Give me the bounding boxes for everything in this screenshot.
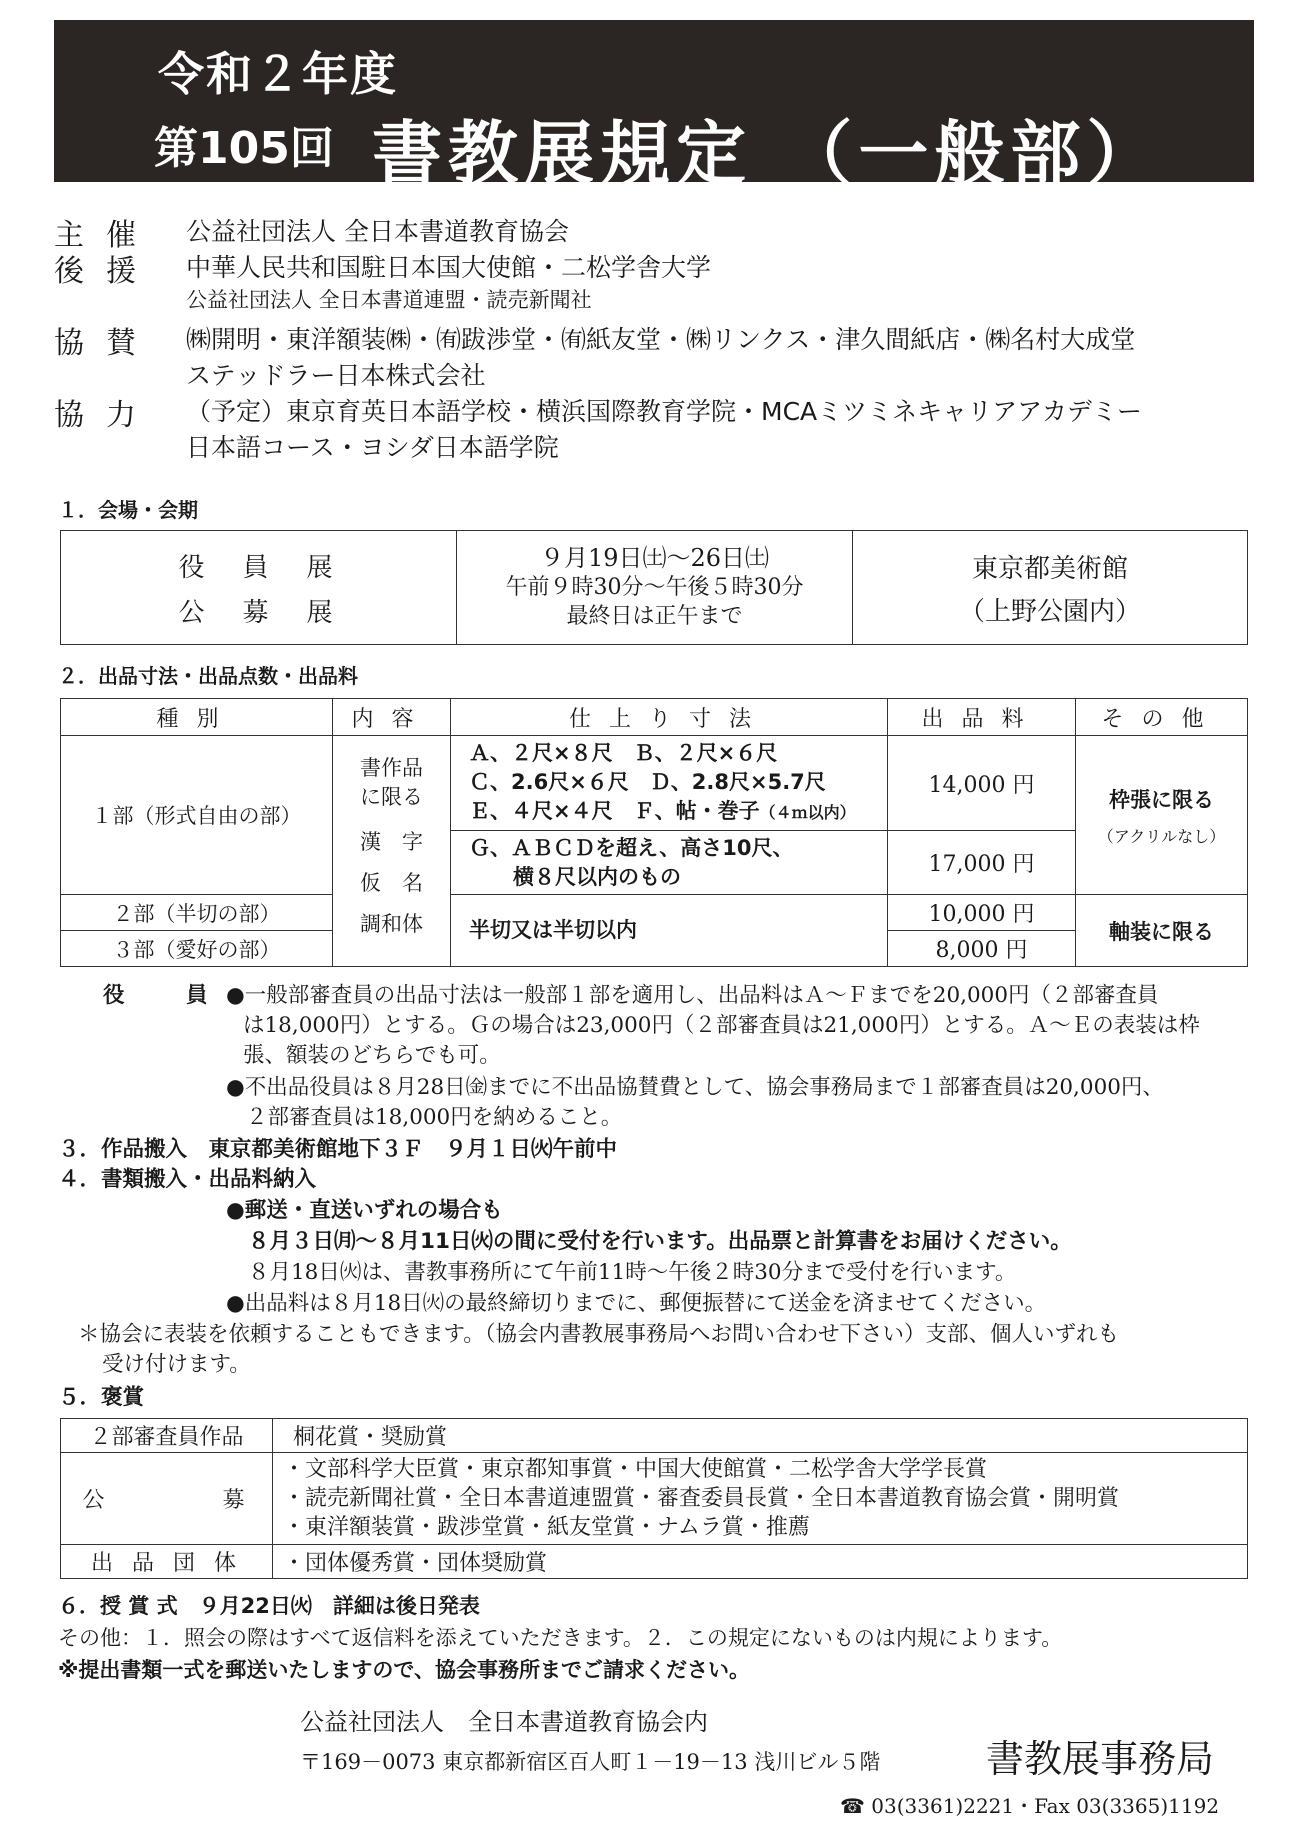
header-other: その他 — [1076, 699, 1248, 736]
section-4-title: ４．書類搬入・出品料納入 — [58, 1167, 317, 1192]
cooperation-value: （予定）東京育英日本語学校・横浜国際教育学院・MCAミツミネキャリアアカデミー — [186, 397, 1142, 426]
support-row-2 — [54, 284, 1264, 320]
footer-office: 書教展事務局 — [986, 1737, 1215, 1781]
sponsor-label: 協賛 — [54, 326, 158, 361]
fee-3: 10,000 円 — [888, 895, 1076, 931]
size-cd: Ｃ、2.6尺×６尺 Ｄ、2.8尺×5.7尺 — [469, 770, 826, 794]
size-g — [451, 831, 888, 895]
credits-block — [54, 212, 1264, 464]
support-label: 後援 — [54, 254, 158, 289]
size-abcdef — [451, 736, 888, 831]
sponsor-value-2: ステッドラー日本株式会社 — [186, 361, 486, 390]
exhibition-officers: 役 員 展 — [178, 552, 339, 583]
page-title: 書教展規定 （一般部） — [372, 113, 1163, 195]
exhibition-dates — [457, 531, 853, 645]
delivery-note-a: ●郵送・直送いずれの場合も — [226, 1198, 503, 1223]
award-label-judges: ２部審査員作品 — [61, 1419, 273, 1453]
content-kanji: 漢 字 — [360, 830, 423, 854]
cooperation-value-2: 日本語コース・ヨシダ日本語学院 — [186, 433, 559, 462]
delivery-note-c: ８月18日㈫は、書教事務所にて午前11時～午後２時30分まで受付を行います。 — [248, 1260, 1017, 1285]
size-g-2: 横８尺以内のもの — [513, 864, 681, 889]
fee-2: 17,000 円 — [888, 831, 1076, 895]
cooperation-row — [54, 392, 1264, 433]
documents-notice: ※提出書類一式を郵送いたしますので、協会事務所までご請求ください。 — [58, 1658, 750, 1682]
size-ef-note: （４ｍ以内） — [759, 803, 856, 822]
last-day: 最終日は正午まで — [566, 604, 743, 629]
sponsor-value: ㈱開明・東洋額装㈱・㈲跋渉堂・㈲紙友堂・㈱リンクス・津久間紙店・㈱名村大成堂 — [186, 325, 1136, 354]
year-title: 令和２年度 — [158, 47, 398, 101]
award-public-3: ・東洋額装賞・跋渉堂賞・紙友堂賞・ナムラ賞・推薦 — [283, 1515, 810, 1540]
content-kana: 仮 名 — [360, 871, 423, 895]
award-value-groups: ・団体優秀賞・団体奨励賞 — [273, 1545, 1248, 1579]
awards-table — [60, 1418, 1248, 1579]
other-scroll: 軸装に限る — [1076, 895, 1248, 967]
officer-note-1b: は18,000円）とする。Ｇの場合は23,000円（２部審査員は21,000円）とする。Ａ～Ｅの表装は枠 — [243, 1013, 1200, 1038]
award-value-public — [273, 1453, 1248, 1545]
other-rules: その他：１．照会の際はすべて返信料を添えていただきます。２．この規定にないものは内規によります。 — [58, 1626, 1063, 1650]
content-chowa: 調和体 — [360, 912, 423, 936]
section-2-title: ２．出品寸法・出品点数・出品料 — [58, 664, 358, 688]
title-banner — [54, 20, 1254, 195]
content-works: 書作品 — [360, 756, 423, 780]
part-3: ３部（愛好の部） — [61, 931, 333, 967]
venue — [853, 531, 1248, 645]
officer-note-1c: 張、額装のどちらでも可。 — [243, 1043, 501, 1068]
officer-label: 役 員 — [103, 983, 228, 1008]
section-3: ３．作品搬入 東京都美術館地下３Ｆ ９月１日㈫午前中 — [58, 1137, 618, 1162]
award-label-public: 公 募 — [61, 1453, 273, 1545]
cooperation-row-2 — [54, 428, 1264, 464]
part-2: ２部（半切の部） — [61, 895, 333, 931]
content-only: に限る — [360, 785, 423, 809]
other-frame-note: （アクリルなし） — [1097, 826, 1226, 846]
mounting-note-b: 受け付けます。 — [102, 1352, 251, 1377]
exhibition-types — [61, 531, 457, 645]
support-value-2: 公益社団法人 全日本書道連盟・読売新聞社 — [186, 288, 592, 312]
officer-note-1a: ●一般部審査員の出品寸法は一般部１部を適用し、出品料はＡ～Ｆまでを20,000円（２部審査員 — [226, 983, 1159, 1008]
footer-org: 公益社団法人 全日本書道教育協会内 — [300, 1708, 708, 1736]
hours: 午前９時30分～午後５時30分 — [505, 575, 804, 600]
entry-table — [60, 698, 1248, 967]
support-value: 中華人民共和国駐日本国大使館・二松学舎大学 — [186, 253, 712, 282]
header-fee: 出品料 — [888, 699, 1076, 736]
other-frame — [1076, 736, 1248, 895]
officer-note-2a: ●不出品役員は８月28日㈮までに不出品協賛費として、協会事務局まで１部審査員は20,000円、 — [226, 1075, 1164, 1100]
part-1: １部（形式自由の部） — [61, 736, 333, 895]
section-1-title: １．会場・会期 — [58, 498, 198, 522]
size-ef — [469, 797, 887, 827]
header-content: 内容 — [333, 699, 451, 736]
sponsor-row — [54, 320, 1264, 361]
venue-name: 東京都美術館 — [971, 553, 1128, 584]
delivery-note-b: ８月３日㈪～８月11日㈫の間に受付を行います。出品票と計算書をお届けください。 — [248, 1229, 1072, 1254]
size-g-1: Ｇ、ＡＢＣＤを超え、高さ10尺、 — [469, 835, 794, 860]
award-public-2: ・読売新聞社賞・全日本書道連盟賞・審査委員長賞・全日本書道教育協会賞・開明賞 — [283, 1486, 1120, 1511]
edition-title: 第105回 — [154, 123, 334, 174]
award-public-1: ・文部科学大臣賞・東京都知事賞・中国大使館賞・二松学舎大学学長賞 — [283, 1457, 988, 1482]
support-row — [54, 248, 1264, 289]
date-range: ９月19日㈯～26日㈯ — [539, 544, 770, 572]
footer-phone: ☎ 03(3361)2221・Fax 03(3365)1192 — [840, 1794, 1220, 1818]
organizer-row — [54, 212, 1264, 253]
section-6: ６．授 賞 式 ９月22日㈫ 詳細は後日発表 — [58, 1594, 480, 1618]
content-cell — [333, 736, 451, 967]
fee-4: 8,000 円 — [888, 931, 1076, 967]
size-ab: Ａ、２尺×８尺 Ｂ、２尺×６尺 — [469, 741, 778, 765]
sponsor-row-2 — [54, 356, 1264, 392]
fee-1: 14,000 円 — [888, 736, 1076, 831]
footer-address: 〒169－0073 東京都新宿区百人町１－19－13 浅川ビル５階 — [300, 1750, 881, 1774]
award-label-groups: 出 品 団 体 — [61, 1545, 273, 1579]
size-ef-text: Ｅ、４尺×４尺 Ｆ、帖・巻子 — [469, 799, 760, 823]
header-size: 仕上り寸法 — [451, 699, 888, 736]
exhibition-public: 公 募 展 — [178, 597, 339, 628]
venue-table — [60, 530, 1248, 645]
size-hansetsu: 半切又は半切以内 — [451, 895, 888, 967]
fee-payment-note: ●出品料は８月18日㈫の最終締切りまでに、郵便振替にて送金を済ませてください。 — [226, 1291, 1047, 1316]
officer-note-2b: ２部審査員は18,000円を納めること。 — [246, 1105, 623, 1130]
mounting-note-a: ＊協会に表装を依頼することもできます。（協会内書教展事務局へお問い合わせ下さい）支部、個人いずれも — [78, 1322, 1120, 1347]
organizer-label: 主催 — [54, 218, 158, 253]
section-5-title: ５．褒賞 — [58, 1385, 145, 1410]
venue-location: （上野公園内） — [958, 596, 1141, 627]
header-category: 種別 — [61, 699, 333, 736]
award-value-judges: 桐花賞・奨励賞 — [273, 1419, 1248, 1453]
cooperation-label: 協力 — [54, 398, 158, 433]
other-frame-text: 枠張に限る — [1109, 787, 1214, 812]
organizer-value: 公益社団法人 全日本書道教育協会 — [186, 217, 569, 246]
